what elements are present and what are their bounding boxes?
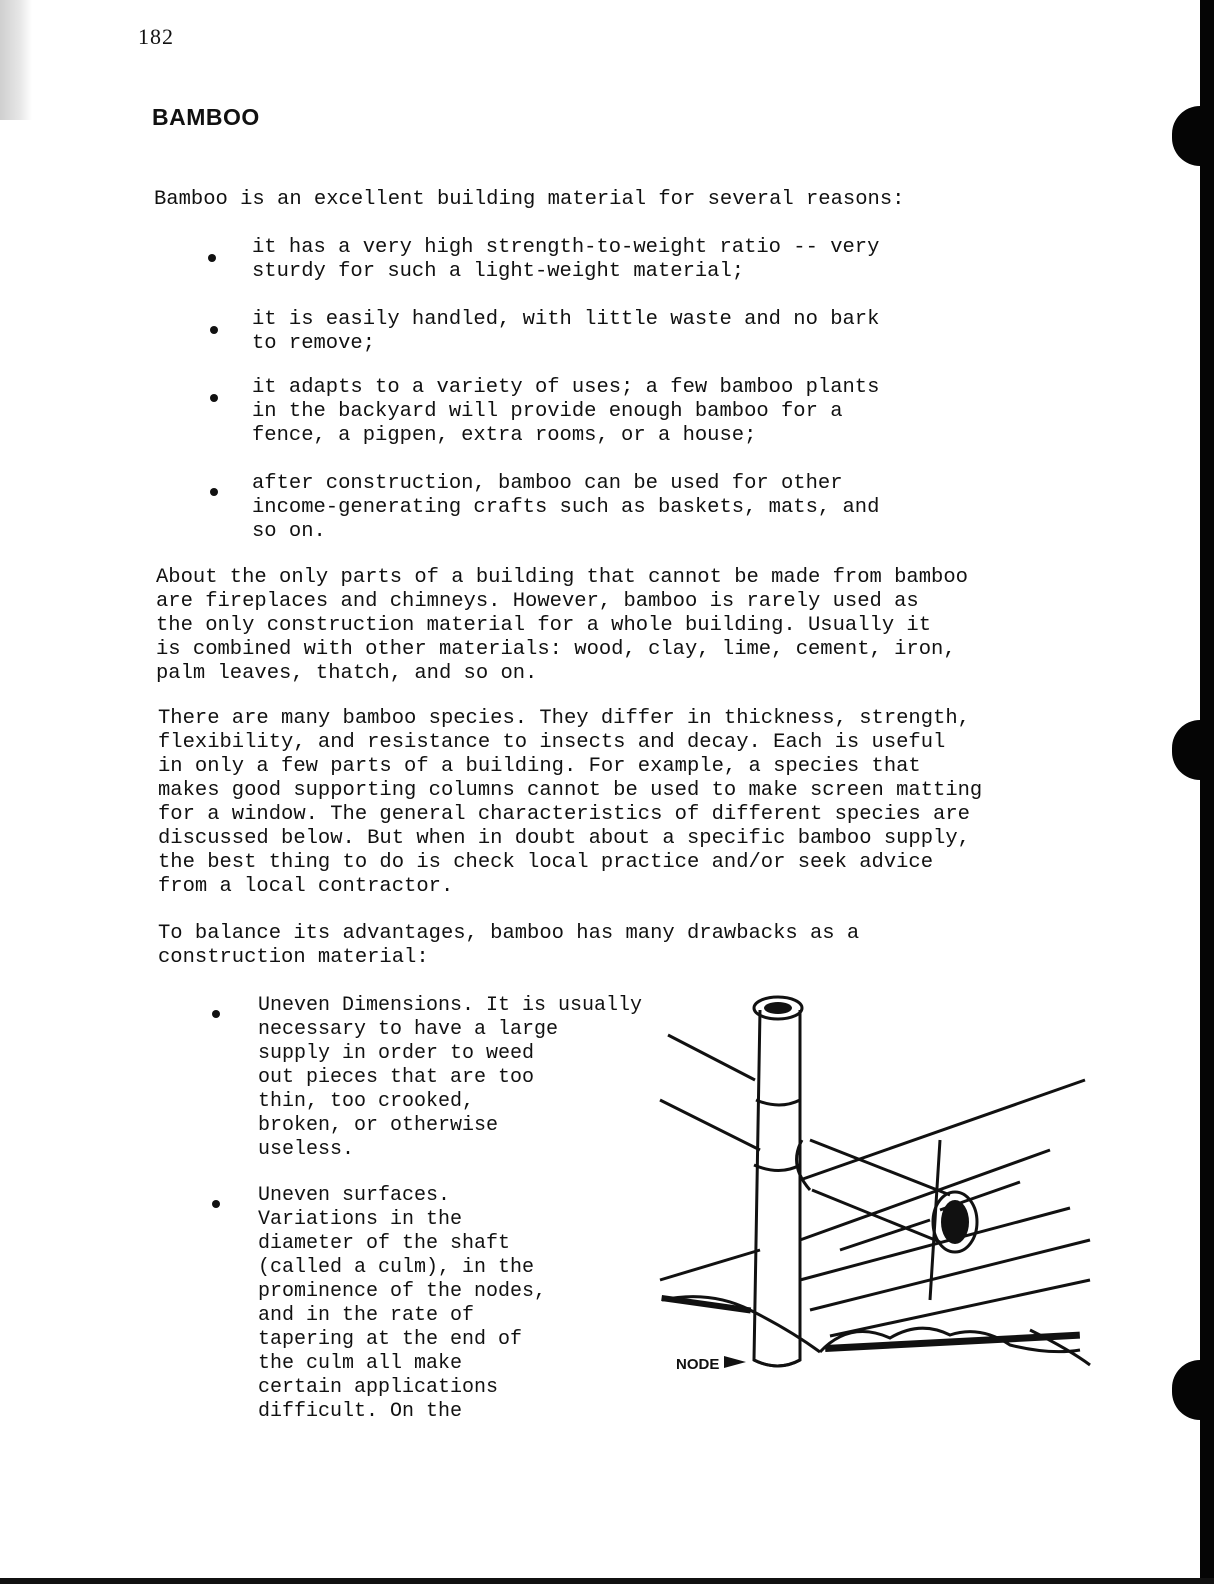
paragraph-materials: About the only parts of a building that cannot be made from bamboo are fireplaces and chimneys. However, bamboo is rarely used as the only construction material for a whole building. Usually it is combined with other materials: wood, clay, lime, cement, iron, palm leaves, thatch, and so on. <box>156 566 968 685</box>
page-bottom-edge <box>0 1578 1214 1584</box>
node-label: NODE <box>676 1356 720 1373</box>
scan-shadow <box>0 0 32 120</box>
punch-hole-bottom <box>1172 1360 1200 1420</box>
reason-item: after construction, bamboo can be used for other income-generating crafts such as baskets, mats, and so on. <box>252 472 880 543</box>
bullet-icon <box>212 1200 220 1208</box>
page-edge-bar <box>1200 0 1214 1584</box>
punch-hole-top <box>1172 106 1200 166</box>
reason-item: it is easily handled, with little waste and no bark to remove; <box>252 308 880 355</box>
bullet-icon <box>210 488 218 496</box>
bullet-icon <box>210 394 218 402</box>
intro-text: Bamboo is an excellent building material for several reasons: <box>154 188 905 211</box>
bullet-icon <box>210 326 218 334</box>
reason-item: it adapts to a variety of uses; a few bamboo plants in the backyard will provide enough bamboo for a fence, a pigpen, extra rooms, or a house; <box>252 376 880 447</box>
drawback-item: Uneven Dimensions. It is usually necessary to have a large supply in order to weed out pieces that are too thin, too crooked, broken, or otherwise useless. <box>258 994 643 1161</box>
section-title: BAMBOO <box>152 104 260 130</box>
reason-item: it has a very high strength-to-weight ratio -- very sturdy for such a light-weight material; <box>252 236 880 283</box>
paragraph-species: There are many bamboo species. They differ in thickness, strength, flexibility, and resistance to insects and decay. Each is useful in only a few parts of a building. For example, a species that makes good supporting columns cannot be used to make screen matting for a window. The general characteristics of different species are discussed below. But when in doubt about a specific bamboo supply, the best thing to do is check local practice and/or seek advice from a local contractor. <box>158 707 983 898</box>
bullet-icon <box>212 1010 220 1018</box>
punch-hole-middle <box>1172 720 1200 780</box>
page-number: 182 <box>138 24 174 49</box>
drawback-item: Uneven surfaces. Variations in the diameter of the shaft (called a culm), in the prominence of the nodes, and in the rate of tapering at the end of the culm all make certain applications difficult. On the <box>258 1184 547 1423</box>
paragraph-drawbacks-intro: To balance its advantages, bamboo has many drawbacks as a construction material: <box>158 922 860 969</box>
bullet-icon <box>208 254 216 262</box>
